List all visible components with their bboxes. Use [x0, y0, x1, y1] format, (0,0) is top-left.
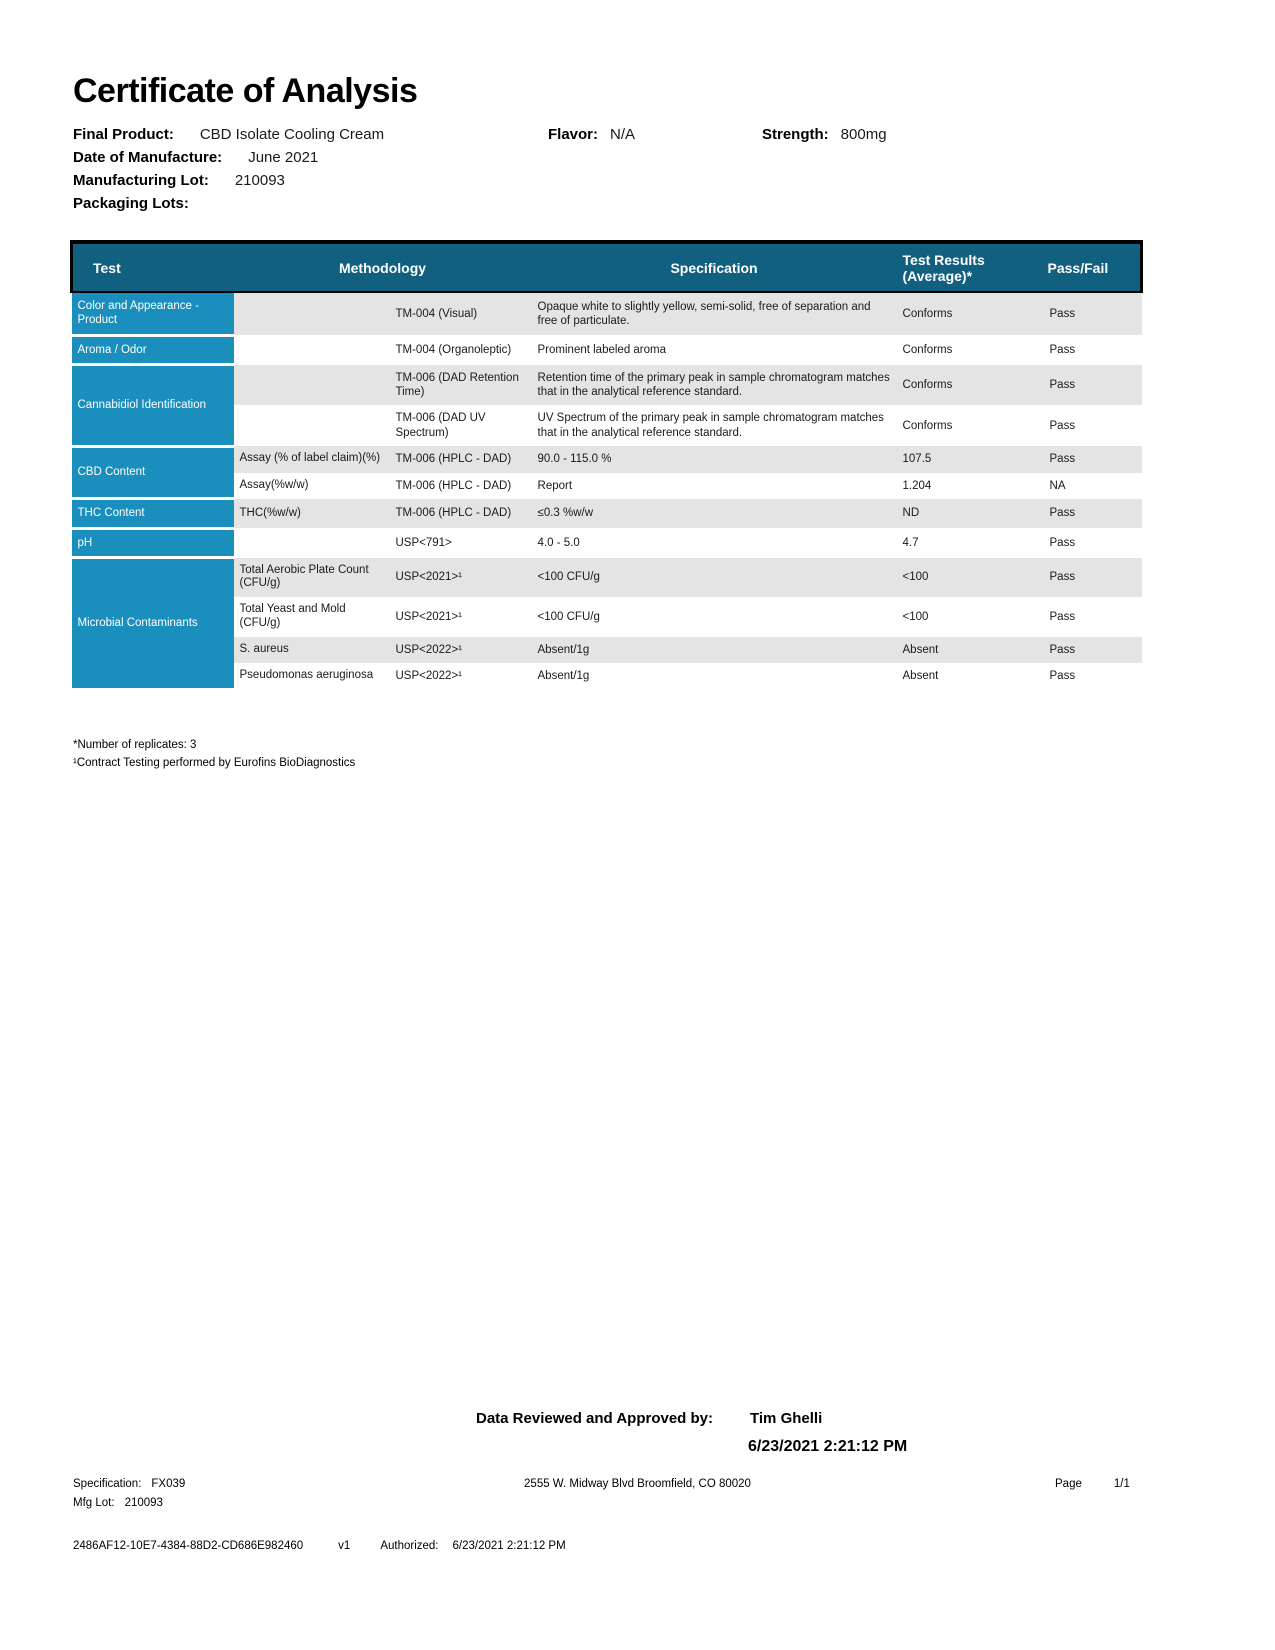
document-version: v1: [338, 1540, 351, 1552]
table-cell-result: <100: [897, 558, 1042, 598]
footer-specification-value: FX039: [151, 1478, 186, 1490]
manufacturing-lot-value: 210093: [234, 172, 285, 189]
table-cell-result: 4.7: [897, 528, 1042, 557]
table-cell-sub: [234, 528, 390, 557]
final-product-label: Final Product:: [73, 126, 174, 143]
table-cell-meth: USP<2021>¹: [390, 558, 532, 598]
footer-page-number: 1/1: [1113, 1478, 1130, 1490]
footer-mfg-lot: [73, 1497, 163, 1509]
footer-page-label: Page: [1055, 1478, 1082, 1490]
table-cell-sub: [234, 365, 390, 406]
document-id: 2486AF12-10E7-4384-88D2-CD686E982460: [73, 1540, 304, 1552]
table-cell-spec: Opaque white to slightly yellow, semi-solid, free of separation and free of particulate.: [532, 292, 897, 335]
date-of-manufacture-label: Date of Manufacture:: [73, 149, 223, 166]
header-row: [72, 242, 1142, 292]
approval-datetime: 6/23/2021 2:21:12 PM: [748, 1438, 908, 1455]
table-cell-spec: Report: [532, 473, 897, 499]
table-cell-sub: Pseudomonas aeruginosa: [234, 663, 390, 689]
footnote-replicates: *Number of replicates: 3: [73, 739, 197, 751]
product-info-block: [73, 126, 1173, 218]
table-cell-pass: Pass: [1042, 446, 1142, 472]
footer-mfg-lot-label: Mfg Lot:: [73, 1497, 115, 1509]
flavor-group: [548, 126, 635, 143]
results-table-body: [72, 292, 1142, 690]
table-cell-spec: <100 CFU/g: [532, 558, 897, 598]
test-group-cell: THC Content: [72, 499, 234, 528]
table-cell-spec: Retention time of the primary peak in sample chromatogram matches that in the analytical reference standard.: [532, 365, 897, 406]
packaging-lots-label: Packaging Lots:: [73, 195, 189, 212]
manufacturing-lot-line: [73, 172, 1173, 195]
table-cell-meth: TM-006 (HPLC - DAD): [390, 499, 532, 528]
footer-specification-label: Specification:: [73, 1478, 142, 1490]
table-cell-pass: Pass: [1042, 335, 1142, 364]
column-header-methodology: Methodology: [234, 242, 532, 292]
table-cell-pass: Pass: [1042, 663, 1142, 689]
authorized-label: Authorized:: [380, 1540, 439, 1552]
table-cell-result: Absent: [897, 637, 1042, 663]
table-cell-sub: Total Aerobic Plate Count (CFU/g): [234, 558, 390, 598]
test-group-cell: CBD Content: [72, 446, 234, 499]
table-cell-pass: Pass: [1042, 558, 1142, 598]
test-group-cell: Aroma / Odor: [72, 335, 234, 364]
table-row: [72, 292, 1142, 335]
approver-name: Tim Ghelli: [750, 1410, 823, 1427]
table-row: [72, 528, 1142, 557]
test-group-cell: Cannabidiol Identification: [72, 365, 234, 447]
packaging-lots-line: [73, 195, 1173, 218]
table-cell-spec: UV Spectrum of the primary peak in sample chromatogram matches that in the analytical reference standard.: [532, 405, 897, 446]
table-cell-result: <100: [897, 597, 1042, 637]
strength-group: [762, 126, 887, 143]
table-cell-result: Conforms: [897, 405, 1042, 446]
results-table-header: [72, 242, 1142, 292]
footer-document-id-line: [73, 1540, 566, 1552]
table-cell-meth: TM-006 (DAD Retention Time): [390, 365, 532, 406]
table-cell-sub: THC(%w/w): [234, 499, 390, 528]
table-cell-spec: <100 CFU/g: [532, 597, 897, 637]
date-of-manufacture-value: June 2021: [248, 149, 319, 166]
column-header-test: Test: [72, 242, 234, 292]
table-cell-meth: USP<2022>¹: [390, 637, 532, 663]
final-product-line: [73, 126, 1173, 149]
footnotes-block: [73, 737, 355, 773]
authorized-datetime: 6/23/2021 2:21:12 PM: [452, 1540, 566, 1552]
table-row: [72, 365, 1142, 406]
column-header-specification: Specification: [532, 242, 897, 292]
strength-label: Strength:: [762, 126, 829, 143]
table-cell-result: Absent: [897, 663, 1042, 689]
table-cell-result: 107.5: [897, 446, 1042, 472]
footer-mfg-lot-value: 210093: [124, 1497, 163, 1509]
strength-value: 800mg: [840, 126, 887, 143]
final-product-value: CBD Isolate Cooling Cream: [199, 126, 385, 143]
table-cell-sub: [234, 292, 390, 335]
table-cell-meth: TM-006 (DAD UV Spectrum): [390, 405, 532, 446]
table-cell-spec: Absent/1g: [532, 663, 897, 689]
table-cell-spec: Absent/1g: [532, 637, 897, 663]
table-cell-pass: Pass: [1042, 292, 1142, 335]
column-header-test-results: [897, 242, 1042, 292]
test-group-cell: Microbial Contaminants: [72, 558, 234, 690]
manufacturing-lot-label: Manufacturing Lot:: [73, 172, 209, 189]
table-cell-spec: ≤0.3 %w/w: [532, 499, 897, 528]
table-row: [72, 446, 1142, 472]
table-cell-pass: Pass: [1042, 528, 1142, 557]
results-table-container: [70, 240, 1140, 691]
footnote-contract-testing: ¹Contract Testing performed by Eurofins BioDiagnostics: [73, 756, 356, 769]
table-cell-spec: 90.0 - 115.0 %: [532, 446, 897, 472]
table-cell-spec: 4.0 - 5.0: [532, 528, 897, 557]
table-cell-meth: TM-006 (HPLC - DAD): [390, 473, 532, 499]
approval-label: Data Reviewed and Approved by:: [476, 1410, 713, 1427]
test-group-cell: pH: [72, 528, 234, 557]
column-header-pass-fail: Pass/Fail: [1042, 242, 1142, 292]
table-cell-result: Conforms: [897, 292, 1042, 335]
table-cell-sub: S. aureus: [234, 637, 390, 663]
page-title: Certificate of Analysis: [73, 72, 418, 110]
table-cell-meth: TM-006 (HPLC - DAD): [390, 446, 532, 472]
table-cell-pass: Pass: [1042, 637, 1142, 663]
table-cell-result: Conforms: [897, 335, 1042, 364]
table-cell-sub: Total Yeast and Mold (CFU/g): [234, 597, 390, 637]
table-cell-meth: TM-004 (Organoleptic): [390, 335, 532, 364]
flavor-label: Flavor:: [548, 126, 599, 143]
table-cell-sub: [234, 405, 390, 446]
test-group-cell: Color and Appearance - Product: [72, 292, 234, 335]
table-cell-result: 1.204: [897, 473, 1042, 499]
footer-address: 2555 W. Midway Blvd Broomfield, CO 80020: [524, 1478, 751, 1490]
table-cell-pass: Pass: [1042, 405, 1142, 446]
table-cell-sub: Assay(%w/w): [234, 473, 390, 499]
table-cell-meth: TM-004 (Visual): [390, 292, 532, 335]
test-results-line1: Test Results: [902, 251, 985, 268]
table-cell-pass: Pass: [1042, 597, 1142, 637]
table-cell-sub: Assay (% of label claim)(%): [234, 446, 390, 472]
table-row: [72, 335, 1142, 364]
table-cell-sub: [234, 335, 390, 364]
table-cell-pass: Pass: [1042, 499, 1142, 528]
table-cell-meth: USP<791>: [390, 528, 532, 557]
table-cell-meth: USP<2022>¹: [390, 663, 532, 689]
table-cell-meth: USP<2021>¹: [390, 597, 532, 637]
flavor-value: N/A: [610, 126, 636, 143]
table-row: [72, 558, 1142, 598]
test-results-line2: (Average)*: [902, 267, 973, 284]
table-cell-result: ND: [897, 499, 1042, 528]
table-cell-spec: Prominent labeled aroma: [532, 335, 897, 364]
footer-page-indicator: [1055, 1478, 1130, 1490]
table-cell-result: Conforms: [897, 365, 1042, 406]
table-row: [72, 499, 1142, 528]
table-cell-pass: NA: [1042, 473, 1142, 499]
date-of-manufacture-line: [73, 149, 1173, 172]
table-cell-pass: Pass: [1042, 365, 1142, 406]
results-table: [70, 240, 1143, 691]
